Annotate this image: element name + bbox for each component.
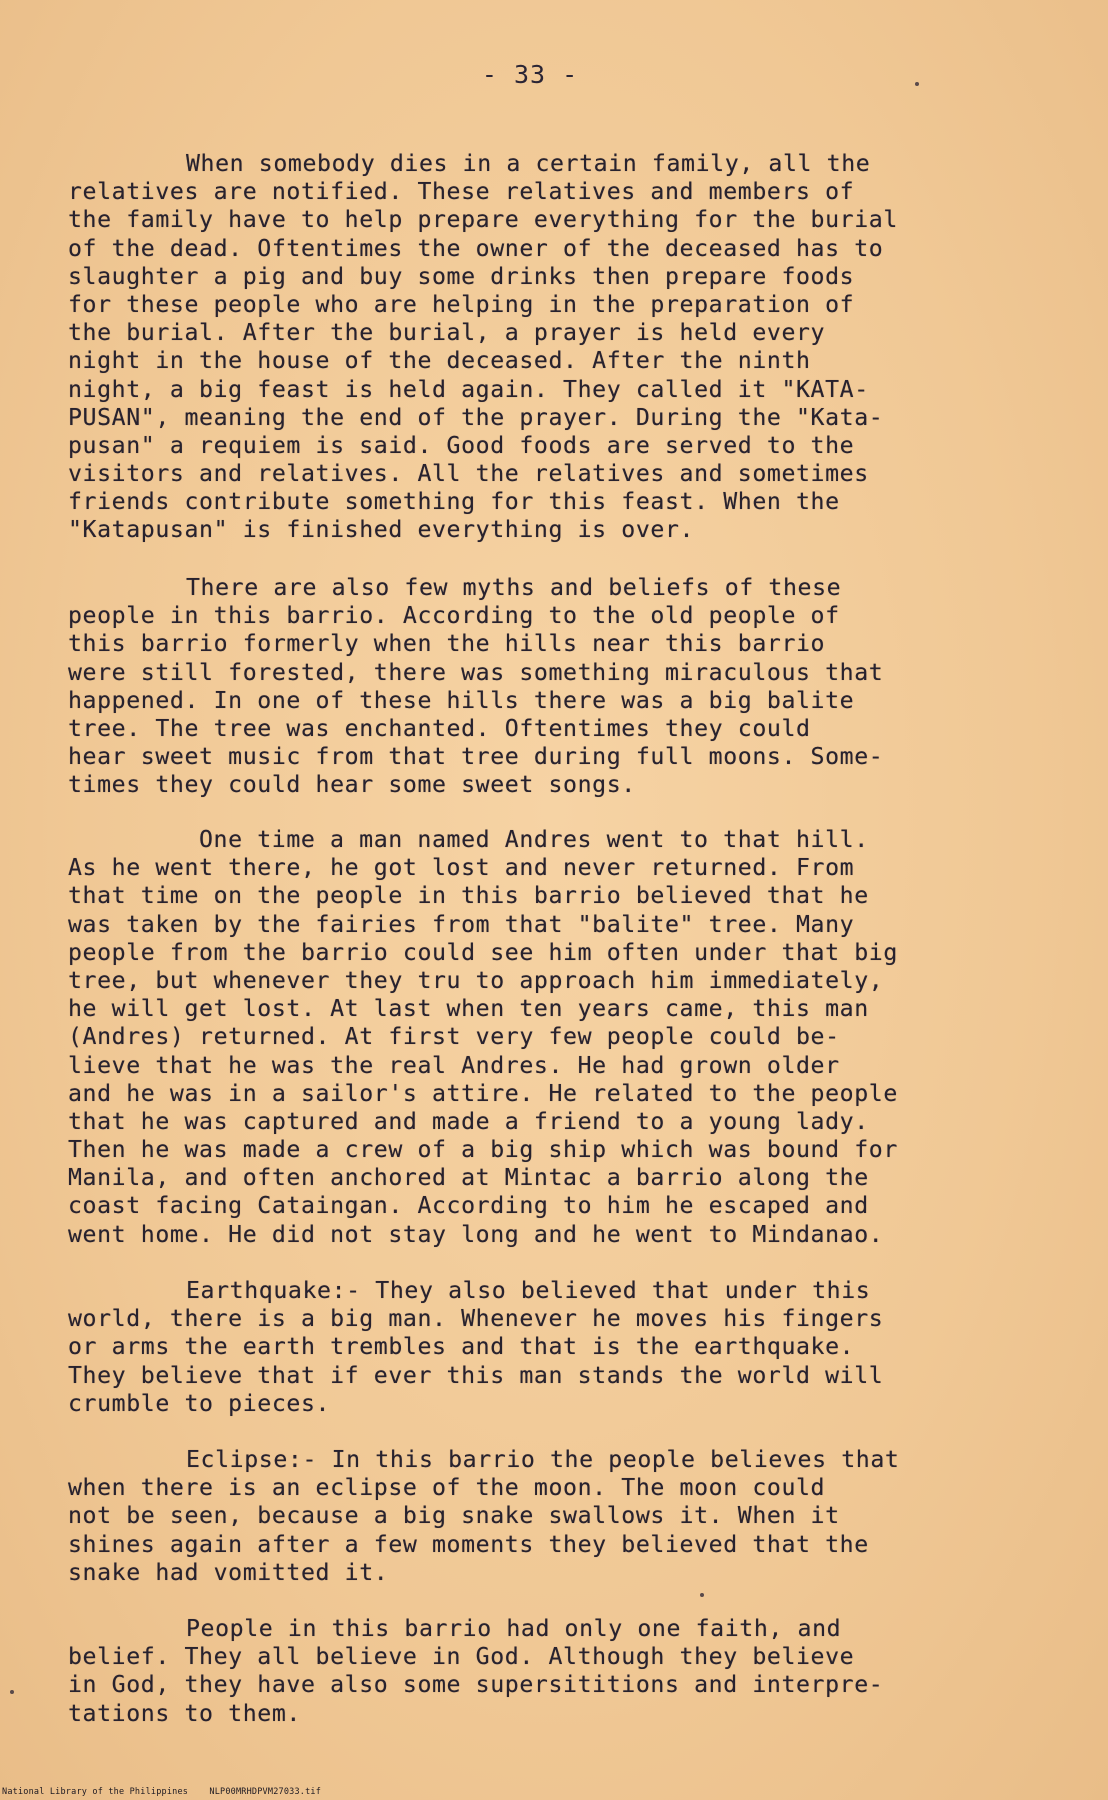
text-line: was taken by the fairies from that "balite" tree. Many — [68, 910, 855, 938]
paragraph-myths-and-beliefs — [68, 574, 1068, 800]
text-line: that he was captured and made a friend to a young lady. — [68, 1107, 869, 1135]
ink-speck — [700, 1593, 704, 1597]
text-line: visitors and relatives. All the relatives and sometimes — [68, 460, 869, 488]
text-line: the family have to help prepare everything for the burial — [68, 206, 898, 234]
text-line: the burial. After the burial, a prayer is held every — [68, 319, 826, 347]
text-line: As he went there, he got lost and never returned. From — [68, 854, 855, 882]
paragraph-funeral-customs — [68, 150, 1068, 545]
text-line: he will get lost. At last when ten years came, this man — [68, 995, 869, 1023]
text-line: of the dead. Oftentimes the owner of the deceased has to — [68, 234, 884, 262]
text-line: were still forested, there was something miraculous that — [68, 658, 884, 686]
text-line: People in this barrio had only one faith, and — [186, 1615, 842, 1642]
text-line: Eclipse:- In this barrio the people believes that — [186, 1446, 900, 1473]
text-line: that time on the people in this barrio believed that he — [68, 882, 869, 910]
text-line: people in this barrio. According to the old people of — [68, 602, 840, 630]
paragraph-andres-story — [68, 826, 1068, 1249]
text-line: tations to them. — [68, 1699, 301, 1727]
text-line: belief. They all believe in God. Although they believe — [68, 1643, 855, 1671]
text-line: this barrio formerly when the hills near this barrio — [68, 630, 826, 658]
text-line: tree, but whenever they tru to approach him immediately, — [68, 966, 884, 994]
text-line: happened. In one of these hills there was a big balite — [68, 686, 855, 714]
text-line: not be seen, because a big snake swallows it. When it — [68, 1502, 840, 1530]
text-line: crumble to pieces. — [68, 1389, 331, 1417]
text-line: hear sweet music from that tree during full moons. Some- — [68, 743, 884, 771]
text-line: night, a big feast is held again. They called it "KATA- — [68, 375, 869, 403]
text-line: or arms the earth trembles and that is the earthquake. — [68, 1333, 855, 1361]
text-line: They believe that if ever this man stands the world will — [68, 1361, 884, 1389]
text-line: went home. He did not stay long and he went to Mindanao. — [68, 1220, 884, 1248]
page-number: - 33 - — [481, 60, 579, 89]
text-line: times they could hear some sweet songs. — [68, 771, 636, 799]
text-line: When somebody dies in a certain family, all the — [186, 150, 871, 177]
text-line: shines again after a few moments they believed that the — [68, 1530, 869, 1558]
text-line: Then he was made a crew of a big ship which was bound for — [68, 1136, 898, 1164]
paragraph-faith — [68, 1615, 1068, 1728]
text-line: people from the barrio could see him often under that big — [68, 938, 898, 966]
text-line: PUSAN", meaning the end of the prayer. During the "Kata- — [68, 403, 884, 431]
text-line: lieve that he was the real Andres. He had grown older — [68, 1051, 840, 1079]
text-line: when there is an eclipse of the moon. The moon could — [68, 1474, 826, 1502]
text-line: and he was in a sailor's attire. He related to the people — [68, 1079, 898, 1107]
text-line: relatives are notified. These relatives and members of — [68, 178, 855, 206]
text-line: night in the house of the deceased. After the ninth — [68, 347, 811, 375]
paragraph-earthquake — [68, 1277, 1068, 1418]
text-line: in God, they have also some supersititions and interpre- — [68, 1671, 884, 1699]
text-line: slaughter a pig and buy some drinks then prepare foods — [68, 262, 855, 290]
paragraph-eclipse — [68, 1446, 1068, 1587]
ink-speck — [915, 82, 919, 86]
text-line: for these people who are helping in the preparation of — [68, 290, 855, 318]
text-line: "Katapusan" is finished everything is over. — [68, 516, 695, 544]
text-line: snake had vomitted it. — [68, 1558, 389, 1586]
text-line: Earthquake:- They also believed that under this — [186, 1277, 871, 1304]
archive-footer: National Library of the Philippines NLP00MRHDPVM27033.tif — [2, 1787, 322, 1797]
text-line: (Andres) returned. At first very few people could be- — [68, 1023, 840, 1051]
text-line: coast facing Cataingan. According to him he escaped and — [68, 1192, 869, 1220]
text-line: friends contribute something for this feast. When the — [68, 488, 840, 516]
text-line: There are also few myths and beliefs of these — [186, 574, 842, 601]
text-line: world, there is a big man. Whenever he moves his fingers — [68, 1305, 884, 1333]
text-line: pusan" a requiem is said. Good foods are served to the — [68, 431, 855, 459]
text-line: Manila, and often anchored at Mintac a barrio along the — [68, 1164, 869, 1192]
text-line: tree. The tree was enchanted. Oftentimes they could — [68, 714, 811, 742]
text-line: One time a man named Andres went to that hill. — [199, 826, 869, 853]
ink-speck — [10, 1690, 14, 1694]
